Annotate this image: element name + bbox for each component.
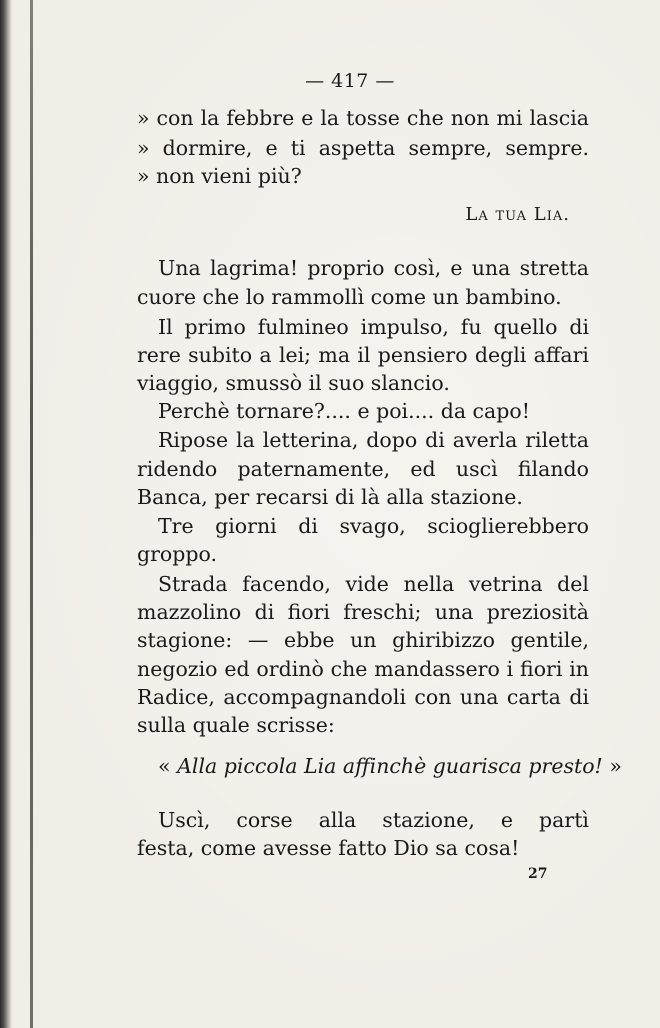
text-line: stagione: — ebbe un ghiribizzo gentile,	[137, 628, 589, 652]
text-line: » con la febbre e la tosse che non mi lascia	[137, 106, 589, 130]
quote-text: Alla piccola Lia affinchè guarisca presto!	[177, 754, 603, 778]
page-number: — 417 —	[305, 70, 395, 92]
text-line: mazzolino di fiori freschi; una preziosità	[137, 600, 589, 624]
text-line: Perchè tornare?.... e poi.... da capo!	[158, 399, 530, 423]
signature-mark: 27	[528, 866, 548, 882]
text-line: sulla quale scrisse:	[137, 713, 335, 737]
text-line: Uscì, corse alla stazione, e partì	[158, 808, 589, 832]
text-line: Radice, accompagnandoli con una carta di	[137, 685, 589, 709]
text-line: viaggio, smussò il suo slancio.	[137, 371, 450, 395]
text-line: Ripose la letterina, dopo di averla riletta	[158, 428, 589, 452]
text-line: ridendo paternamente, ed uscì filando	[137, 457, 589, 481]
text-line: festa, come avesse fatto Dio sa cosa!	[137, 836, 520, 860]
visiting-card-quote	[158, 752, 622, 780]
text-line: Una lagrima! proprio così, e una stretta	[158, 256, 589, 280]
text-line: Il primo fulmineo impulso, fu quello di	[158, 315, 589, 339]
text-line: cuore che lo rammollì come un bambino.	[137, 285, 562, 309]
letter-signature: La tua Lia.	[465, 204, 570, 225]
text-line: » non vieni più?	[137, 164, 302, 188]
binding-edge	[0, 0, 12, 1028]
text-line: Banca, per recarsi di là alla stazione.	[137, 485, 523, 509]
quote-open-mark: «	[158, 754, 171, 778]
text-line: rere subito a lei; ma il pensiero degli affari	[137, 343, 589, 367]
quote-close-mark: »	[609, 754, 622, 778]
text-line: Strada facendo, vide nella vetrina del	[158, 572, 589, 596]
text-line: Tre giorni di svago, scioglierebbero	[158, 514, 589, 538]
text-line: » dormire, e ti aspetta sempre, sempre.	[137, 136, 589, 160]
text-line: groppo.	[137, 542, 218, 566]
text-line: negozio ed ordinò che mandassero i fiori in	[137, 657, 589, 681]
gutter-line	[30, 0, 33, 1028]
